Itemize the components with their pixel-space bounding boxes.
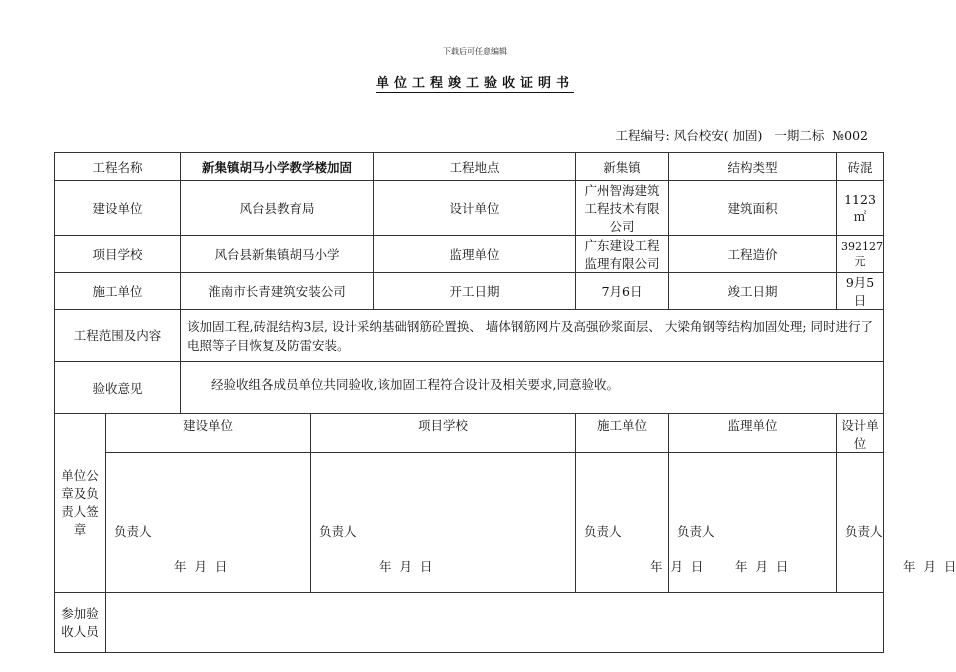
opinion-row [55,362,884,414]
project-number-label: 工程编号: [615,128,670,143]
responsible-label: 负责人 [845,524,883,539]
sig-unit-school: 项目学校 [311,414,576,453]
value-project-location: 新集镇 [576,153,669,181]
info-row-school [55,236,884,273]
label-project-name: 工程名称 [55,153,181,181]
label-project-cost: 工程造价 [669,236,837,273]
label-project-school: 项目学校 [55,236,181,273]
scope-label: 工程范围及内容 [55,310,181,362]
sig-unit-construction: 建设单位 [106,414,311,453]
signature-label: 单位公章及负责人签章 [55,414,106,593]
scope-row [55,310,884,362]
label-structure-type: 结构类型 [669,153,837,181]
label-design-unit: 设计单位 [374,181,576,236]
project-number [616,126,869,144]
date-line: 年 月 日 [379,559,433,574]
responsible-label: 负责人 [584,524,622,539]
value-construction-unit: 风台县教育局 [181,181,374,236]
responsible-label: 负责人 [319,524,357,539]
value-design-unit: 广州智海建筑工程技术有限公司 [576,181,669,236]
participants-row [55,593,884,653]
responsible-label: 负责人 [677,524,715,539]
label-supervision-unit: 监理单位 [374,236,576,273]
date-line: 年 月 日 [735,559,789,574]
scope-text: 该加固工程,砖混结构3层, 设计采纳基础钢筋砼置换、 墙体钢筋网片及高强砂浆面层、 大梁角钢等结构加固处理; 同时进行了电照等子目恢复及防雷安装。 [181,310,884,362]
top-note: 下载后可任意编辑 [443,47,507,56]
info-row-contractor [55,273,884,310]
sig-cell-supervision [669,453,837,593]
signature-body-row [55,453,884,593]
document-title: 单位工程竣工验收证明书 [375,76,574,91]
value-building-area: 1123㎡ [837,181,884,236]
label-construction-unit: 建设单位 [55,181,181,236]
sig-cell-design [837,453,956,593]
value-project-school: 风台县新集镇胡马小学 [181,236,374,273]
date-line: 年 月 日 [174,559,228,574]
project-number-value: 风台校安( 加固) 一期二标 №002 [673,128,868,143]
value-contractor: 淮南市长青建筑安装公司 [181,273,374,310]
signature-header-row [55,414,884,453]
sig-cell-construction [106,453,311,593]
label-contractor: 施工单位 [55,273,181,310]
responsible-label: 负责人 [114,524,152,539]
value-supervision-unit: 广东建设工程监理有限公司 [576,236,669,273]
label-building-area: 建筑面积 [669,181,837,236]
label-completion-date: 竣工日期 [669,273,837,310]
label-project-location: 工程地点 [374,153,576,181]
value-project-cost: 392127元 [837,236,884,273]
acceptance-form-table [54,152,956,653]
sig-unit-design: 设计单位 [837,414,884,453]
label-start-date: 开工日期 [374,273,576,310]
info-row-project [55,153,884,181]
value-structure-type: 砖混 [837,153,884,181]
sig-cell-school [311,453,576,593]
date-line: 年 月 日 [903,559,956,574]
participants-field [106,593,884,653]
opinion-text: 经验收组各成员单位共同验收,该加固工程符合设计及相关要求,同意验收。 [181,362,884,414]
info-row-builder [55,181,884,236]
participants-label: 参加验收人员 [55,593,106,653]
sig-unit-contractor: 施工单位 [576,414,669,453]
value-completion-date: 9月5日 [837,273,884,310]
sig-unit-supervision: 监理单位 [669,414,837,453]
value-start-date: 7月6日 [576,273,669,310]
value-project-name: 新集镇胡马小学教学楼加固 [181,153,374,181]
sig-cell-contractor [576,453,704,593]
date-line: 年 月 日 [650,559,704,574]
opinion-label: 验收意见 [55,362,181,414]
